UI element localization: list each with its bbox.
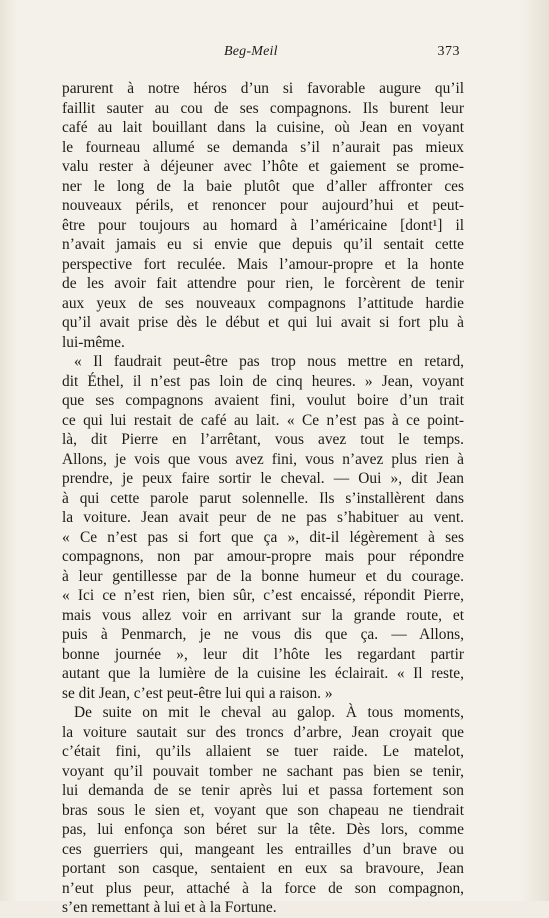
text-line: là, dit Pierre en l’arrêtant, vous avez tout le temps. (62, 431, 464, 448)
text-line: être pour toujours au homard à l’américaine [dont¹] il (62, 216, 464, 234)
text-line: n’eut plus peur, attaché à la force de son compagnon, (62, 879, 464, 897)
text-line: compagnons, non par amour-propre mais pour répondre (62, 548, 464, 565)
text-line: faillit sauter au cou de ses compagnons. Ils burent leur (62, 99, 464, 117)
text-line: que ses compagnons avaient fini, voulut boire d’un trait (62, 392, 464, 409)
page-header (64, 44, 460, 64)
body-text (62, 79, 464, 918)
text-line: autant que la lumière de la cuisine les éclairait. « Il reste, (62, 665, 464, 682)
text-line: parurent à notre héros d’un si favorable augure qu’il (62, 80, 464, 97)
text-line: « Il faudrait peut-être pas trop nous mettre en retard, (74, 353, 464, 370)
text-line: à qui cette parole parut solennelle. Ils s’installèrent dans (62, 489, 464, 507)
text-line: dit Éthel, il n’est pas loin de cinq heures. » Jean, voyant (62, 372, 464, 390)
text-line: la voiture sautait sur des troncs d’arbre, Jean croyait que (62, 723, 464, 741)
text-line: perspective fort reculée. Mais l’amour-propre et la honte (62, 255, 464, 273)
text-line: se dit Jean, c’est peut-être lui qui a raison. » (62, 684, 333, 702)
text-line: lui demanda de se tenir après lui et passa fortement son (62, 782, 464, 799)
text-line: ce qui lui restait de café au lait. « Ce n’est pas à ce point- (62, 411, 464, 429)
text-line: pas, lui enfonça son béret sur la tête. Dès lors, comme (62, 821, 464, 838)
text-line: café au lait bouillant dans la cuisine, où Jean en voyant (62, 119, 464, 136)
text-line: valu rester à déjeuner avec l’hôte et gaiement se prome- (62, 158, 464, 175)
text-line: bonne journée », leur dit l’hôte les regardant partir (62, 645, 464, 663)
text-line: puis à Penmarch, je ne vous dis que ça. — Allons, (62, 626, 464, 643)
text-line: Allons, je vois que vous avez fini, vous n’avez plus rien à (62, 450, 464, 468)
page-number: 373 (437, 44, 460, 59)
text-line: portant son casque, sentaient en eux sa bravoure, Jean (62, 860, 464, 877)
text-line: nouveaux périls, et renoncer pour aujourd’hui et peut- (62, 197, 464, 214)
text-line: « Ce n’est pas si fort que ça », dit-il légèrement à ses (62, 528, 464, 546)
text-line: « Ici ce n’est rien, bien sûr, c’est encaissé, répondit Pierre, (62, 587, 464, 604)
text-line: ces guerriers qui, mangeant les entrailles d’un brave ou (62, 840, 464, 858)
text-line: n’avait jamais eu si envie que depuis qu’il sentait cette (62, 236, 464, 253)
text-line: prendre, je peux faire sortir le cheval. — Oui », dit Jean (62, 470, 464, 487)
text-line: lui-même. (62, 333, 125, 351)
text-line: bras sous le sien et, voyant que son chapeau ne tiendrait (62, 801, 464, 819)
text-line: de les avoir fait attendre pour rien, le forcèrent de tenir (62, 275, 464, 292)
running-head: Beg-Meil (224, 44, 278, 59)
text-line: qu’il avait prise dès le début et qui lui avait si fort plu à (62, 314, 464, 331)
text-line: c’était fini, qu’ils allaient se tuer raide. Le matelot, (62, 743, 464, 760)
text-line: s’en remettant à lui et à la Fortune. (62, 899, 277, 916)
text-line: aux yeux de ses nouveaux compagnons l’attitude hardie (62, 294, 464, 312)
text-line: ner le long de la baie plutôt que d’aller affronter ces (62, 177, 464, 195)
text-line: à leur gentillesse par de la bonne humeur et du courage. (62, 567, 464, 585)
text-line: le fourneau allumé se demanda s’il n’aurait pas mieux (62, 138, 464, 156)
text-line: voyant qu’il pouvait tomber ne sachant pas bien se tenir, (62, 762, 464, 780)
text-line: De suite on mit le cheval au galop. À tous moments, (74, 704, 464, 721)
text-line: mais vous allez voir en arrivant sur la grande route, et (62, 606, 464, 624)
text-line: la voiture. Jean avait peur de ne pas s’habituer au vent. (62, 509, 464, 526)
